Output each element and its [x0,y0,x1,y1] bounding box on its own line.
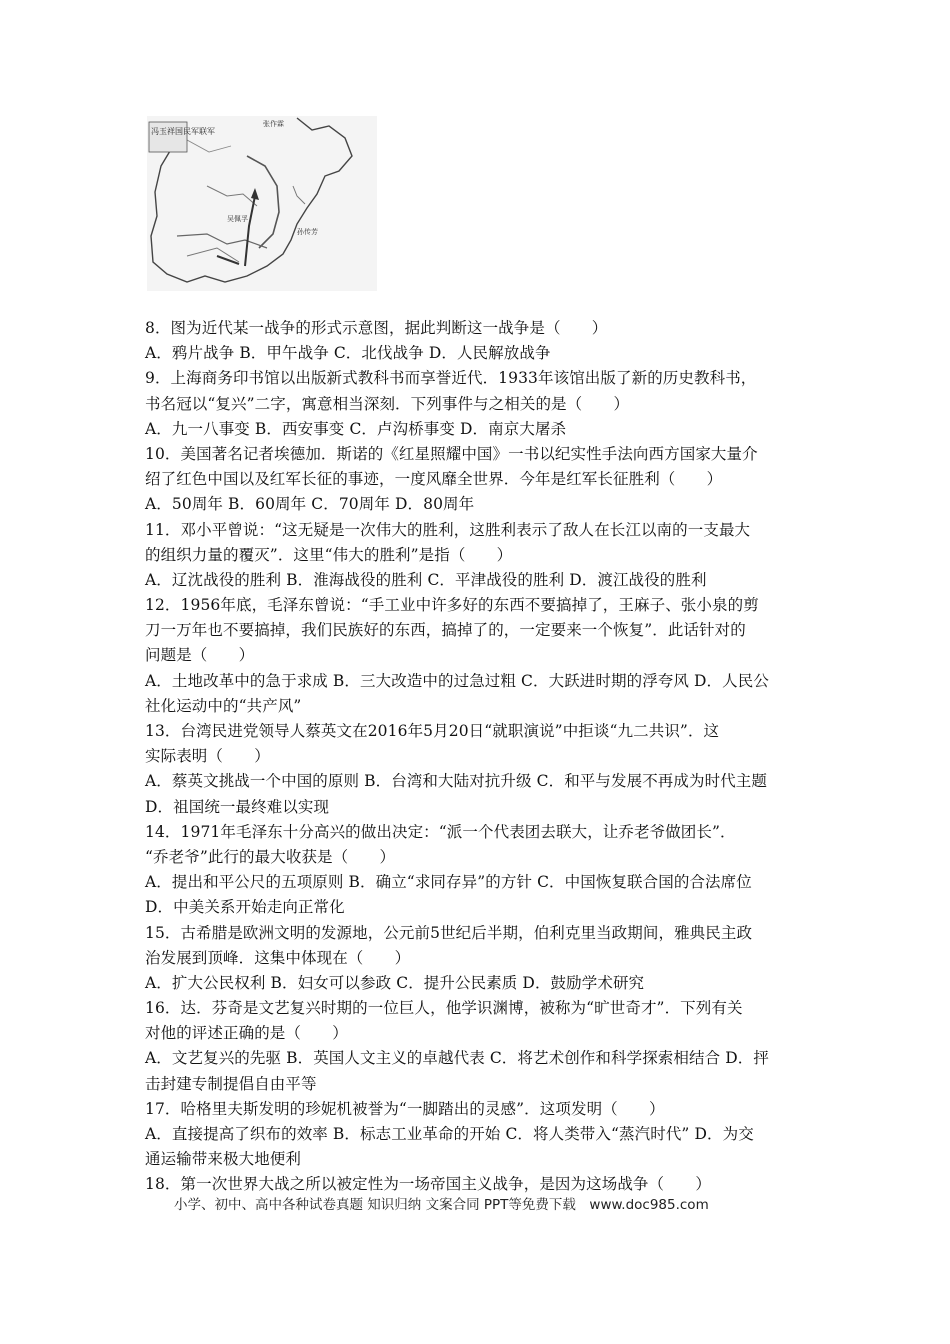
map-label-sun: 孙传芳 [297,228,318,236]
war-map-figure [147,116,377,291]
question-line: A．鸦片战争 B．甲午战争 C．北伐战争 D．人民解放战争 [145,344,551,363]
question-line: 13．台湾民进党领导人蔡英文在2016年5月20日“就职演说”中拒谈“九二共识”．这 [145,722,720,740]
question-line: D．中美关系开始走向正常化 [145,898,345,917]
question-line: A．提出和平公尺的五项原则 B．确立“求同存异”的方针 C．中国恢复联合国的合法席位 [145,873,752,892]
question-12 [145,593,825,719]
question-line: A．扩大公民权利 B．妇女可以参政 C．提升公民素质 D．鼓励学术研究 [145,973,645,992]
question-list [145,316,825,1198]
question-line: 问题是（ ） [145,646,255,665]
map-label-zhang: 张作霖 [263,120,284,128]
question-16 [145,996,825,1097]
question-line: 8．图为近代某一战争的形式示意图，据此判断这一战争是（ ） [145,319,608,337]
question-line: 10．美国著名记者埃德加．斯诺的《红星照耀中国》一书以纪实性手法向西方国家大量介 [145,444,758,463]
question-line: 社化运动中的“共产风” [145,696,302,715]
question-17 [145,1097,825,1173]
question-line: 绍了红色中国以及红军长征的事迹，一度风靡全世界．今年是红军长征胜利（ ） [145,470,723,489]
question-line: A．50周年 B．60周年 C．70周年 D．80周年 [145,495,475,514]
question-line: 通运输带来极大地便利 [145,1150,302,1169]
question-line: 15．古希腊是欧洲文明的发源地，公元前5世纪后半期，伯利克里当政期间，雅典民主政 [145,923,753,942]
question-line: 17．哈格里夫斯发明的珍妮机被誉为“一脚踏出的灵感”．这项发明（ ） [145,1099,665,1118]
page-footer: 小学、初中、高中各种试卷真题 知识归纳 文案合同 PPT等免费下载 www.doc985.com [174,1197,709,1213]
question-line: 实际表明（ ） [145,747,270,766]
question-8 [145,316,825,366]
map-label-wu: 吴佩孚 [227,215,248,223]
question-line: 12．1956年底，毛泽东曾说：“手工业中许多好的东西不要搞掉了，王麻子、张小泉的剪 [145,596,759,615]
question-9 [145,366,825,442]
question-line: 9．上海商务印书馆以出版新式教科书而享誉近代．1933年该馆出版了新的历史教科书， [145,369,757,388]
question-line: 16．达．芬奇是文艺复兴时期的一位巨人，他学识渊博，被称为“旷世奇才”．下列有关 [145,999,743,1018]
question-line: “乔老爷”此行的最大收获是（ ） [145,847,396,866]
question-13 [145,719,825,820]
map-label-feng: 冯玉祥国民军联军 [151,127,215,136]
question-line: 14．1971年毛泽东十分高兴的做出决定：“派一个代表团去联大，让乔老爷做团长”． [145,822,736,841]
question-line: A．九一八事变 B．西安事变 C．卢沟桥事变 D．南京大屠杀 [145,419,567,438]
question-line: A．直接提高了织布的效率 B．标志工业革命的开始 C．将人类带入“蒸汽时代” D．为交 [145,1125,754,1143]
question-line: 书名冠以“复兴”二字，寓意相当深刻．下列事件与之相关的是（ ） [145,394,630,413]
question-line: 的组织力量的覆灭”．这里“伟大的胜利”是指（ ） [145,545,513,564]
question-line: A．蔡英文挑战一个中国的原则 B．台湾和大陆对抗升级 C．和平与发展不再成为时代主题 [145,772,767,791]
question-line: 击封建专制提倡自由平等 [145,1074,317,1093]
question-line: 对他的评述正确的是（ ） [145,1024,348,1043]
question-line: A．辽沈战役的胜利 B．淮海战役的胜利 C．平津战役的胜利 D．渡江战役的胜利 [145,570,707,589]
question-line: 治发展到顶峰．这集中体现在（ ） [145,948,411,967]
question-10 [145,442,825,518]
question-11 [145,518,825,594]
question-15 [145,921,825,997]
question-line: 18．第一次世界大战之所以被定性为一场帝国主义战争，是因为这场战争（ ） [145,1175,711,1194]
question-line: D．祖国统一最终难以实现 [145,797,330,816]
question-line: 11．邓小平曾说：“这无疑是一次伟大的胜利，这胜利表示了敌人在长江以南的一支最大 [145,520,751,539]
question-line: A．文艺复兴的先驱 B．英国人文主义的卓越代表 C．将艺术创作和科学探索相结合 D．抨 [145,1049,769,1068]
question-line: 刀一万年也不要搞掉，我们民族好的东西，搞掉了的，一定要来一个恢复”．此话针对的 [145,621,746,640]
question-line: A．土地改革中的急于求成 B．三大改造中的过急过粗 C．大跃进时期的浮夸风 D．人民公 [145,671,769,690]
question-14 [145,820,825,921]
